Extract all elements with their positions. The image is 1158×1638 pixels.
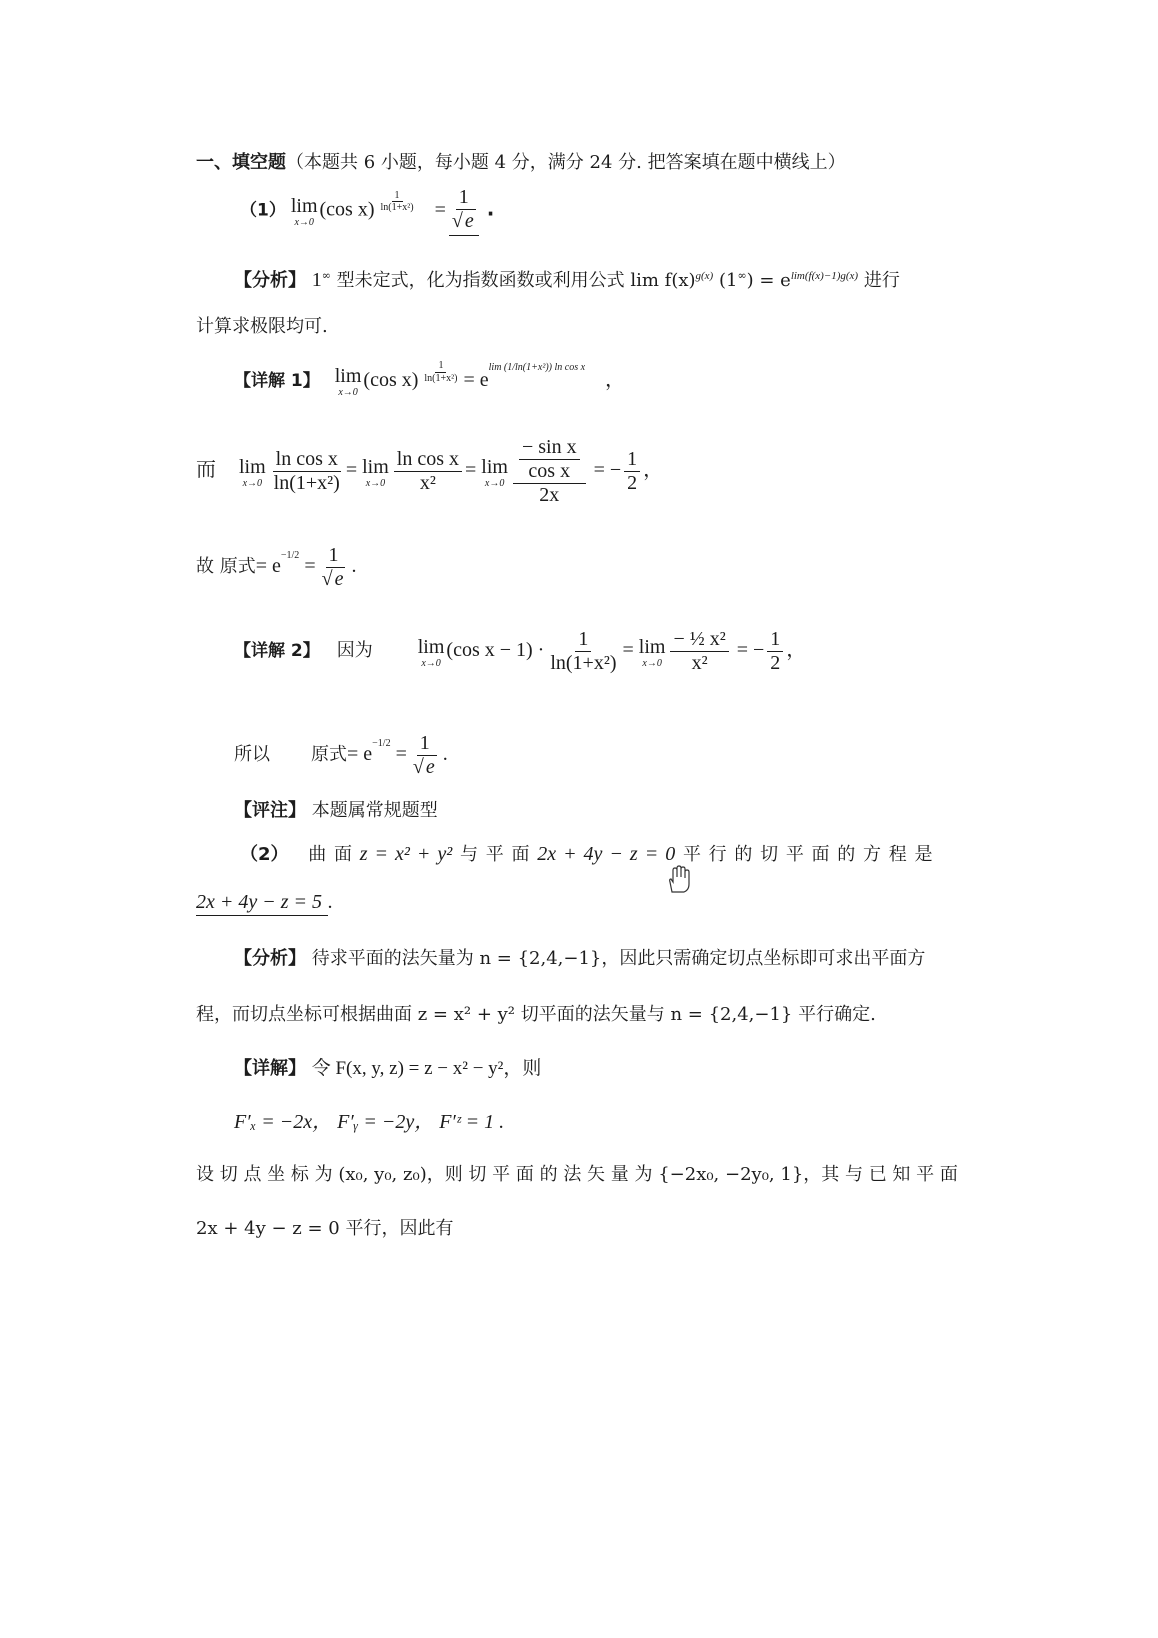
detail1-label: 【详解 1】 — [234, 371, 320, 391]
q2-point-line2: 2x + 4y − z = 0 平行，因此有 — [196, 1218, 454, 1239]
q1-number: （1） — [240, 200, 286, 221]
q1-conclusion1: 故 原式= $e^{-1/2}$ = $\frac{1}{√ e}$ . — [196, 544, 357, 590]
q1-base: (cos x) — [319, 198, 375, 221]
q2-answer: 2x + 4y − z = 5 . — [196, 890, 333, 914]
comment-label: 【评注】 — [234, 800, 306, 821]
q1-limit: lim x→0 — [290, 195, 318, 228]
comment-text: 本题属常规题型 — [311, 800, 438, 821]
q2-statement: （2） 曲 面 z = x² + y² 与 平 面 2x + 4y − z = 0 平 行 的 切 平 面 的 方 程 是 — [240, 843, 933, 865]
q2-partials: F′ₓ = −2x， F′ᵧ = −2y， F′ᶻ = 1 . — [234, 1111, 505, 1133]
q2-analysis-line2: 程，而切点坐标可根据曲面 z = x² + y² 切平面的法矢量与 n = {2,4,−1} 平行确定. — [196, 1004, 876, 1025]
detail2-label: 【详解 2】 — [234, 641, 320, 662]
q1-analysis: 【分析】 1∞ 型未定式，化为指数函数或利用公式 $\lim f(x)^{g(x)}$ $(1^\infty) = e^{lim(f(x)-1)g(x)}$ 进行 — [234, 269, 900, 291]
q2-point-line1: 设 切 点 坐 标 为 (x₀, y₀, z₀)，则 切 平 面 的 法 矢 量 为 {−2x₀, −2y₀, 1}，其 与 已 知 平 面 — [196, 1164, 958, 1185]
q1-statement: （1） lim x→0 (cos x) $\frac{1}{\text{ln(1+x²)}}$ = $\frac{1}{√ e}$ . — [240, 186, 494, 236]
q1-answer: $\frac{1}{√ e}$ — [449, 186, 479, 236]
hand-cursor-icon — [664, 864, 692, 894]
q1-analysis-line2: 计算求极限均可. — [196, 316, 328, 337]
sqrt-symbol: √ e — [451, 210, 474, 232]
q2-detail-label: 【详解】 — [234, 1058, 306, 1079]
q1-conclusion2: 所以 原式= $e^{-1/2}$ = $\frac{1}{√ e}$ . — [234, 732, 448, 778]
section-description: （本题共 6 小题，每小题 4 分，满分 24 分. 把答案填在题中横线上） — [286, 152, 846, 173]
q1-detail1: 【详解 1】 lim x→0 (cos x) $\frac{1}{\text{ln(1+x²)}}$ = $e^{lim (1/ln(1+x^2)) ln cos x}$， — [234, 360, 626, 399]
q2-number: （2） — [240, 844, 289, 865]
q1-exponent: $\frac{1}{\text{ln(1+x²)}}$ — [380, 189, 414, 214]
q1-detail2: 【详解 2】 因为 lim x→0 (cos x − 1) · $\frac{1}{\text{ln(1+x²)}}$ = lim x→0 $\frac{\text{− ½ x²}}{\text{x²}}$ = − $\frac{1}{2}$ ， — [234, 628, 807, 674]
q2-analysis: 【分析】 待求平面的法矢量为 n = {2,4,−1}，因此只需确定切点坐标即可求出平面方 — [234, 948, 926, 969]
analysis-label: 【分析】 — [234, 270, 306, 291]
q1-limit-chain: 而 lim x→0 $\frac{\text{ln cos x}}{\text{ln(1+x²)}}$ = lim x→0 $\frac{\text{ln cos x}}{\text{x²}}$ = lim x→0 $\frac{\frac{\text{− sin x}}{\text{cos x}}}{2x}$ = − $\frac{1}{2}$ ， — [196, 436, 664, 506]
section-heading — [196, 152, 846, 174]
q1-comment — [234, 800, 438, 822]
er-word: 而 — [196, 459, 216, 482]
section-title: 一、填空题 — [196, 152, 286, 173]
q2-analysis-label: 【分析】 — [234, 948, 306, 969]
q2-detail: 【详解】 令 F(x, y, z) = z − x² − y²，则 — [234, 1058, 542, 1079]
